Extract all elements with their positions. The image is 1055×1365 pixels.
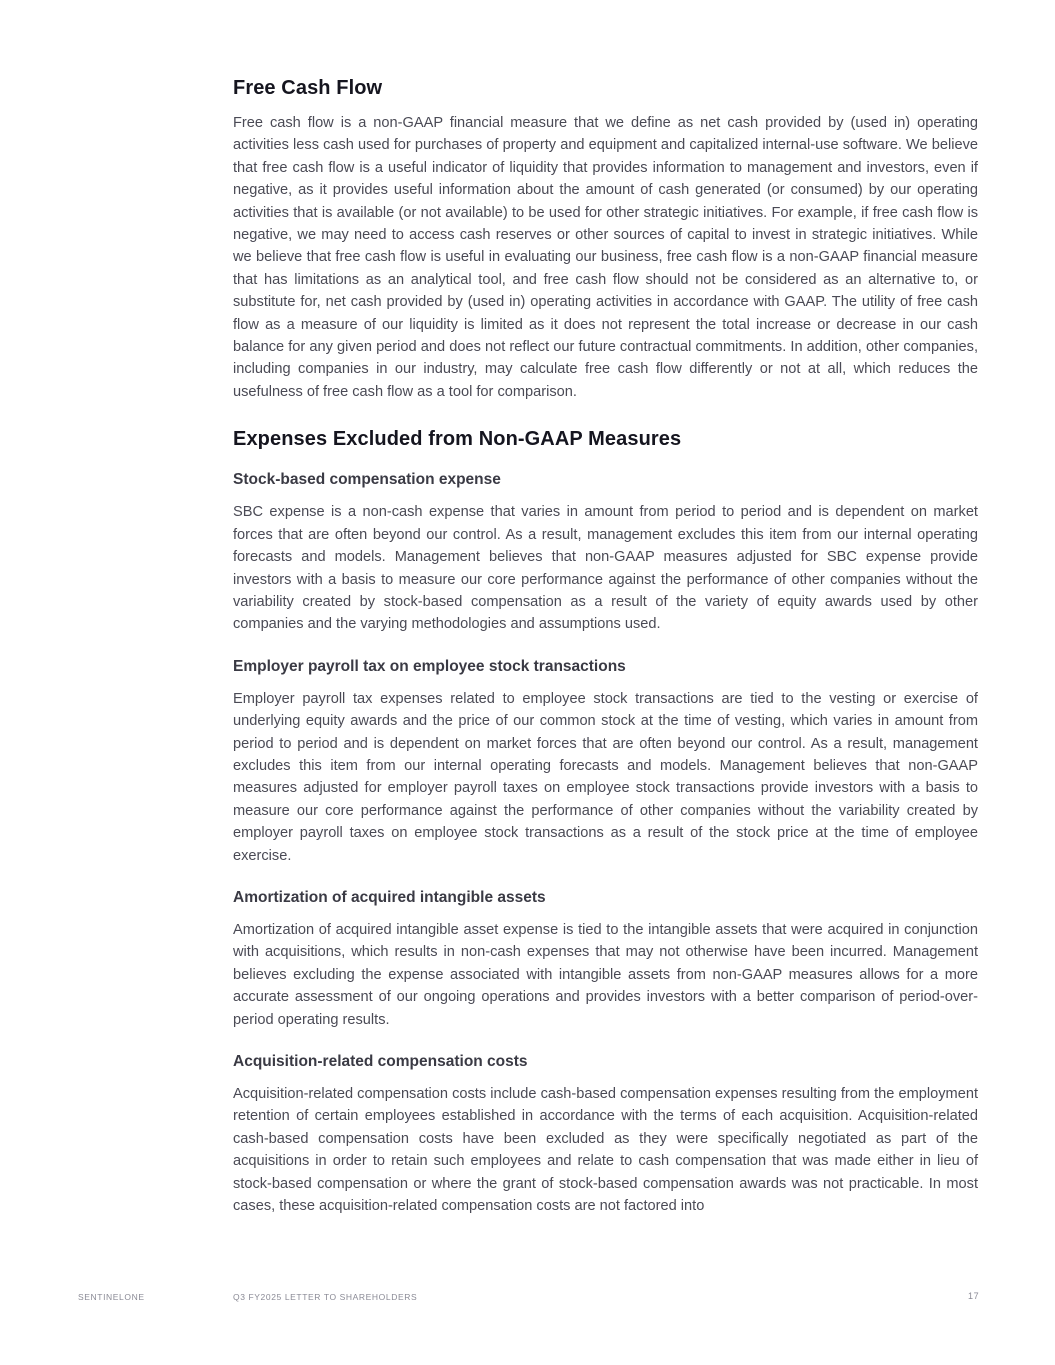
section-acquisition-comp (233, 1051, 978, 1217)
footer-document-title: Q3 FY2025 LETTER TO SHAREHOLDERS (233, 1292, 418, 1302)
heading-expenses-excluded: Expenses Excluded from Non-GAAP Measures (233, 428, 682, 451)
subheading-sbc: Stock-based compensation expense (233, 471, 501, 489)
footer-page-number: 17 (968, 1291, 980, 1301)
section-sbc (233, 469, 978, 635)
paragraph-free-cash-flow: Free cash flow is a non-GAAP financial measure that we define as net cash provided by (used in) operating activities less cash used for purchases of property and equipment and capitalized internal-use software. We believe that free cash flow is a useful indicator of liquidity that provides information to management and investors, even if negative, as it provides useful information about the amount of cash generated (or consumed) by our operating activities that is available (or not available) to be used for other strategic initiatives. For example, if free cash flow is negative, we may need to access cash reserves or other sources of capital to invest in strategic initiatives. While we believe that free cash flow is useful in evaluating our business, free cash flow is a non-GAAP financial measure that has limitations as an analytical tool, and free cash flow should not be considered as an alternative to, or substitute for, net cash provided by (used in) operating activities in accordance with GAAP. The utility of free cash flow as a measure of our liquidity is limited as it does not represent the total increase or decrease in our cash balance for any given period and does not reflect our future contractual commitments. In addition, other companies, including companies in our industry, may calculate free cash flow differently or not at all, which reduces the usefulness of free cash flow as a tool for comparison. (233, 115, 978, 400)
paragraph-payroll-tax: Employer payroll tax expenses related to employee stock transactions are tied to the vesting or exercise of underlying equity awards and the price of our common stock at the time of vesting, which varies in amount from period to period and is dependent on market forces that are often beyond our control. As a result, management excludes this item from our internal operating forecasts and models. Management believes that non-GAAP measures adjusted for employer payroll taxes on employee stock transactions provide investors with a basis to measure our core performance against the performance of other companies without the variability created by employer payroll taxes on employee stock transactions as a result of the stock price at the time of employee exercise. (233, 690, 978, 864)
subheading-payroll-tax: Employer payroll tax on employee stock transactions (233, 657, 626, 675)
footer-company: SENTINELONE (78, 1292, 145, 1302)
page-content (233, 74, 978, 1217)
section-payroll-tax (233, 656, 978, 867)
paragraph-amortization: Amortization of acquired intangible asset expense is tied to the intangible assets that were acquired in conjunction with acquisitions, which results in non-cash expenses that may not otherwise have been incurred. Management believes excluding the expense associated with intangible assets from non-GAAP measures allows for a more accurate assessment of our ongoing operations and provides investors with a better comparison of period-over-period operating results. (233, 921, 978, 1028)
heading-free-cash-flow: Free Cash Flow (233, 77, 383, 99)
paragraph-sbc: SBC expense is a non-cash expense that varies in amount from period to period and is dependent on market forces that are often beyond our control. As a result, management excludes this item from our internal operating forecasts and models. Management believes that non-GAAP measures adjusted for SBC expense provide investors with a basis to measure our core performance against the performance of other companies without the variability created by stock-based compensation as a result of the variety of equity awards used by other companies and the varying methodologies and assumptions used. (233, 504, 978, 633)
section-amortization (233, 887, 978, 1031)
subheading-amortization: Amortization of acquired intangible assets (233, 888, 546, 906)
paragraph-acquisition-comp: Acquisition-related compensation costs include cash-based compensation expenses resulting from the employment retention of certain employees established in accordance with the terms of each acquisition. Acquisition-related cash-based compensation costs have been excluded as they were specifically negotiated as part of the acquisitions in order to retain such employees and relate to cash compensation that was made either in lieu of stock-based compensation or where the grant of stock-based compensation awards was not practicable. In most cases, these acquisition-related compensation costs are not factored into (233, 1086, 978, 1215)
subheading-acquisition-comp: Acquisition-related compensation costs (233, 1053, 528, 1070)
